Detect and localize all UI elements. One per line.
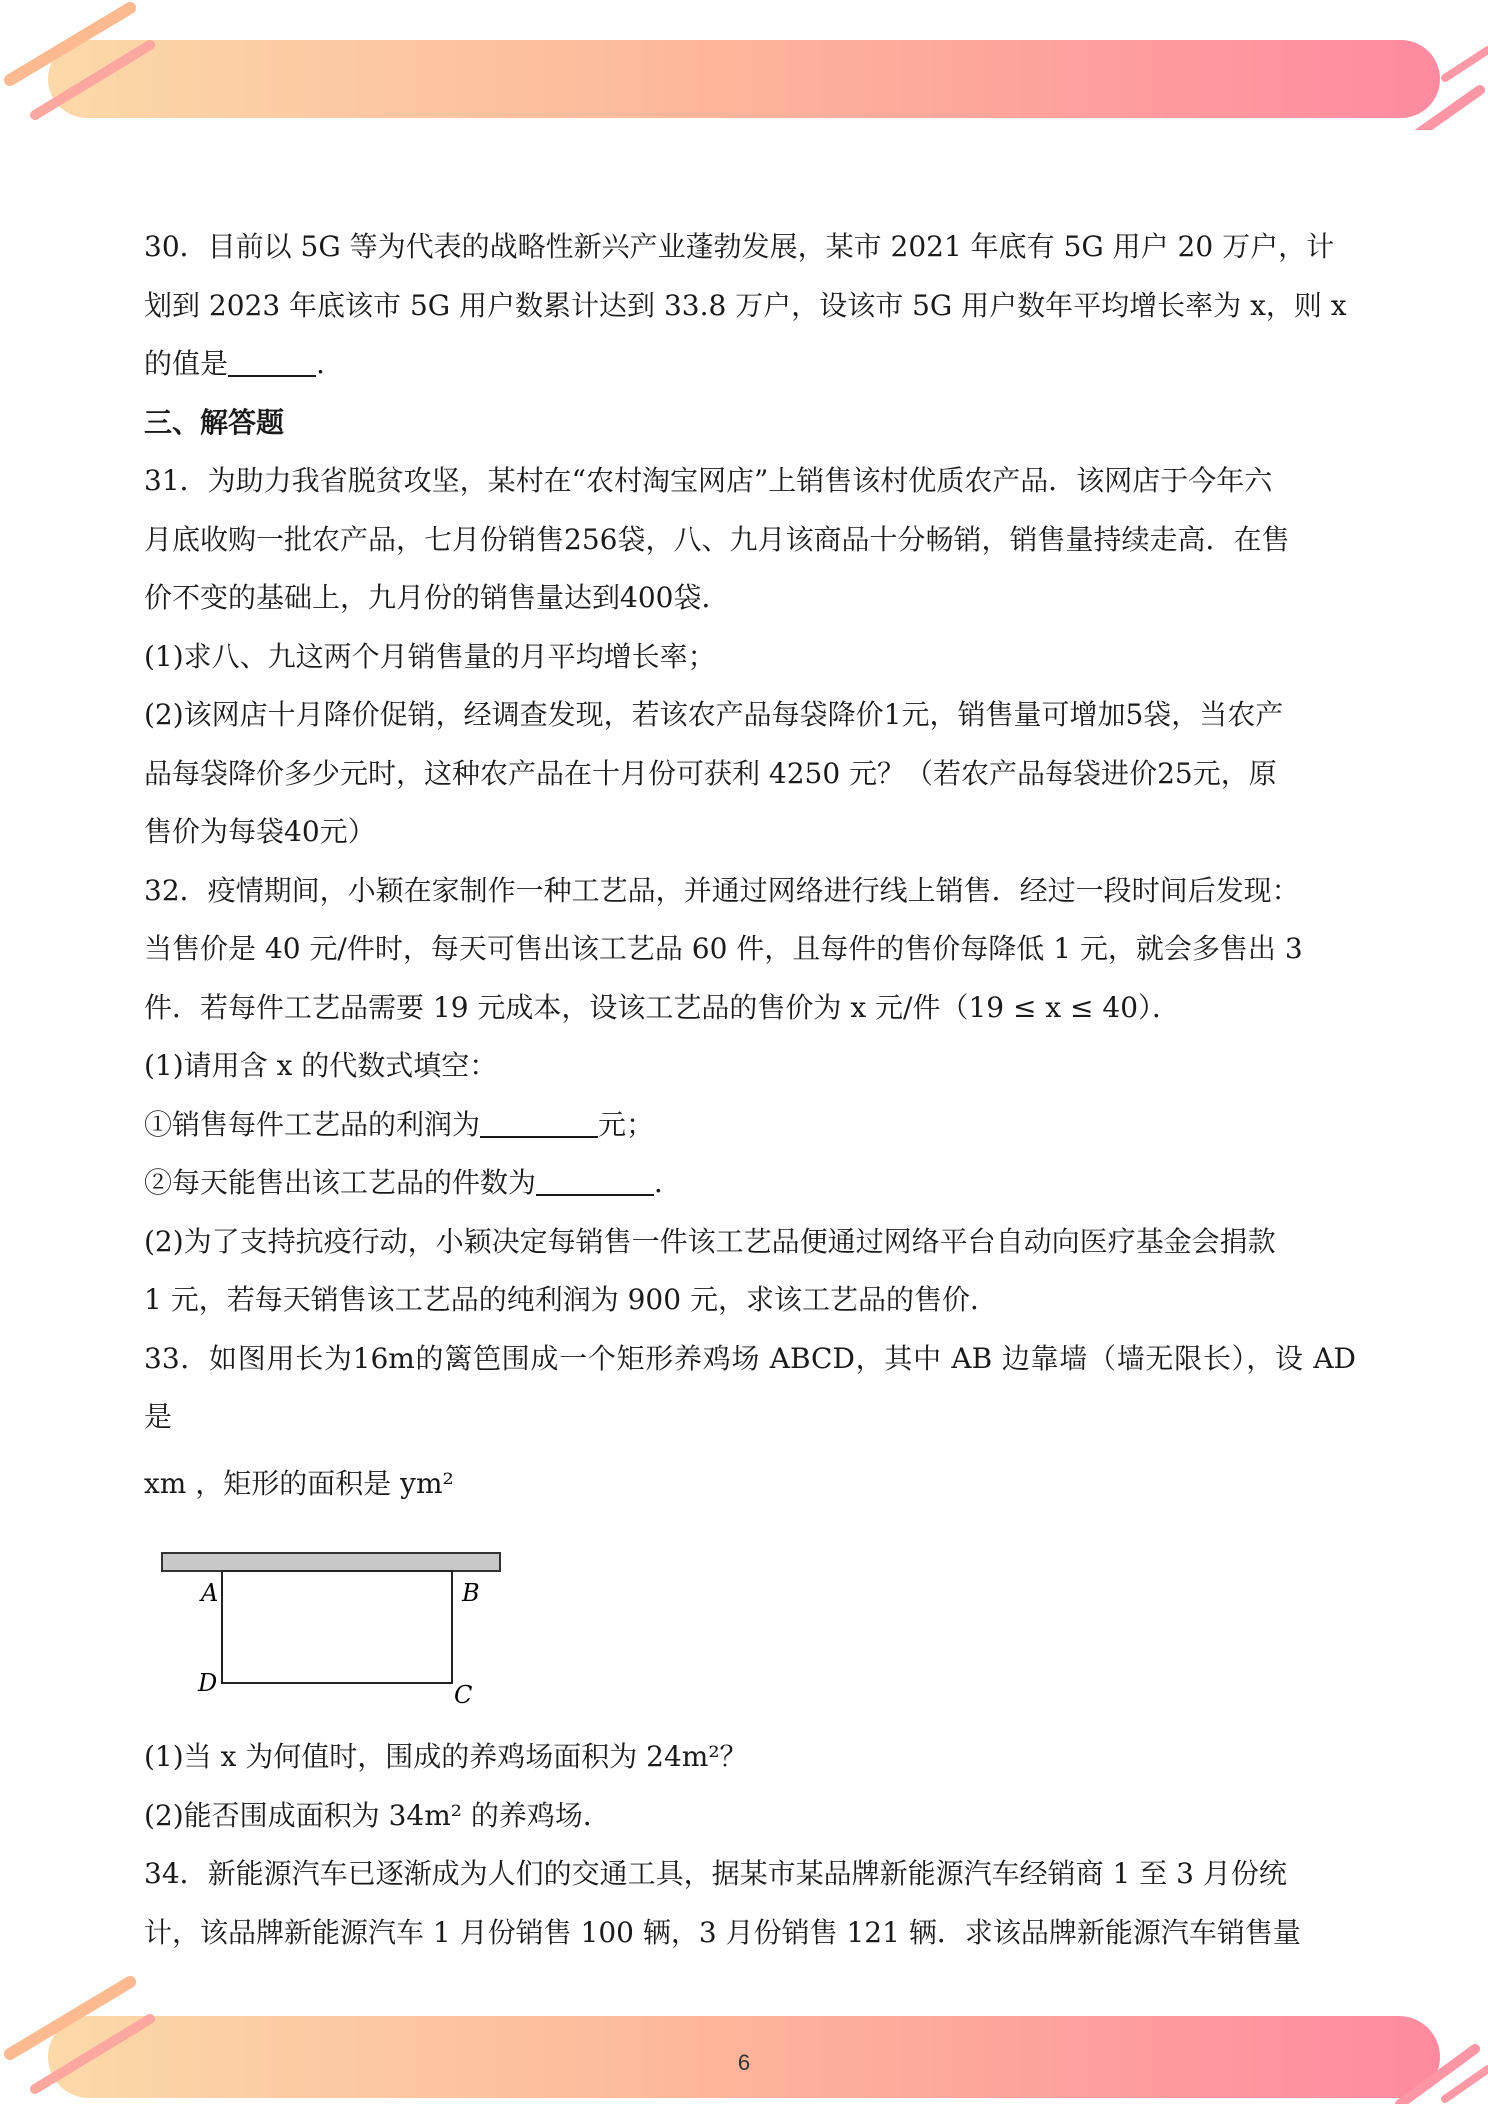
footer-banner xyxy=(0,1974,1488,2104)
q31-part-2-line-2: 品每袋降价多少元时，这种农产品在十月份可获利 4250 元？（若农产品每袋进价25元，原 xyxy=(144,756,1277,790)
q31-part-2-line-3: 售价为每袋40元） xyxy=(144,815,376,848)
q31-line-3: 价不变的基础上，九月份的销售量达到400袋． xyxy=(144,581,730,614)
label-a: A xyxy=(201,1579,219,1607)
q34-line-2: 计，该品牌新能源汽车 1 月份销售 100 辆，3 月份销售 121 辆．求该品牌新能源汽车销售量 xyxy=(144,1915,1301,1949)
chicken-farm-diagram xyxy=(144,1513,1356,1728)
answer-blank xyxy=(228,345,316,377)
page-content xyxy=(144,218,1356,1962)
q31-line-1: 31．为助力我省脱贫攻坚，某村在“农村淘宝网店”上销售该村优质农产品．该网店于今年六 xyxy=(144,464,1273,497)
q31-part-2-line-1: (2)该网店十月降价促销，经调查发现，若该农产品每袋降价1元，销售量可增加5袋，当农产 xyxy=(144,698,1284,731)
q32-line-3: 件．若每件工艺品需要 19 元成本，设该工艺品的售价为 x 元/件（19 ≤ x ≤ 40）． xyxy=(144,990,1181,1024)
label-c: C xyxy=(454,1681,473,1709)
answer-blank xyxy=(536,1164,654,1196)
q32-line-1: 32．疫情期间，小颖在家制作一种工艺品，并通过网络进行线上销售．经过一段时间后发现： xyxy=(144,873,1300,907)
header-banner xyxy=(0,0,1488,130)
q32-part-2-line-1: (2)为了支持抗疫行动，小颖决定每销售一件该工艺品便通过网络平台自动向医疗基金会捐款 xyxy=(144,1224,1276,1258)
q33-line-2: xm ，矩形的面积是 ym² xyxy=(144,1466,454,1500)
q30-line-2: 划到 2023 年底该市 5G 用户数累计达到 33.8 万户，设该市 5G 用户数年平均增长率为 x，则 x xyxy=(144,288,1347,322)
q34-line-1: 34．新能源汽车已逐渐成为人们的交通工具，据某市某品牌新能源汽车经销商 1 至 3 月份统 xyxy=(144,1857,1287,1890)
page-number: 6 xyxy=(737,2050,751,2075)
label-b: B xyxy=(462,1579,480,1607)
answer-blank xyxy=(480,1106,598,1138)
q30-line-3: 的值是 . xyxy=(144,347,325,380)
rectangle-abcd xyxy=(222,1571,452,1683)
wall-shape xyxy=(162,1553,500,1571)
q32-part-1a: ①销售每件工艺品的利润为 元； xyxy=(144,1107,655,1141)
q33-part-1: (1)当 x 为何值时，围成的养鸡场面积为 24m²？ xyxy=(144,1740,748,1773)
q30-line-1: 30．目前以 5G 等为代表的战略性新兴产业蓬勃发展，某市 2021 年底有 5G 用户 20 万户，计 xyxy=(144,230,1335,263)
q33-line-1: 33．如图用长为16m的篱笆围成一个矩形养鸡场 ABCD，其中 AB 边靠墙（墙无限长），设 AD 是 xyxy=(144,1341,1356,1433)
section-heading: 三、解答题 xyxy=(144,405,285,439)
label-d: D xyxy=(198,1669,218,1697)
q31-line-2: 月底收购一批农产品，七月份销售256袋，八、九月该商品十分畅销，销售量持续走高．在售 xyxy=(144,522,1290,556)
q32-part-1: (1)请用含 x 的代数式填空： xyxy=(144,1049,498,1082)
q32-part-1b: ②每天能售出该工艺品的件数为 ． xyxy=(144,1166,683,1199)
q32-line-2: 当售价是 40 元/件时，每天可售出该工艺品 60 件，且每件的售价每降低 1 元，就会多售出 3 xyxy=(144,932,1303,965)
q31-part-1: (1)求八、九这两个月销售量的月平均增长率； xyxy=(144,639,716,673)
q33-part-2: (2)能否围成面积为 34m² 的养鸡场． xyxy=(144,1798,611,1832)
q32-part-2-line-2: 1 元，若每天销售该工艺品的纯利润为 900 元，求该工艺品的售价． xyxy=(144,1283,998,1316)
